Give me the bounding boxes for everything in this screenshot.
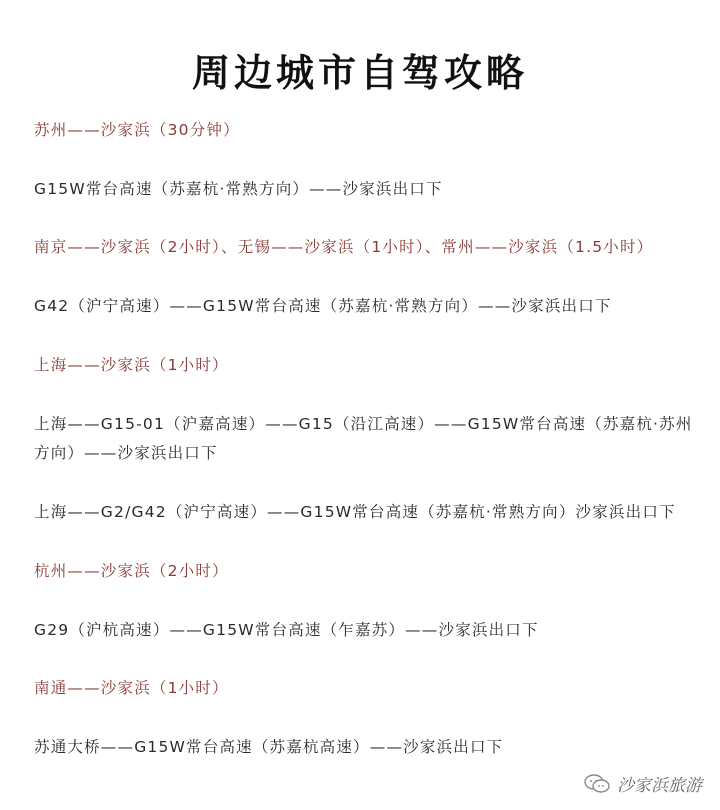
route-heading-suzhou: 苏州——沙家浜（30分钟）	[34, 121, 240, 139]
route-detail-shanghai-2: 上海——G2/G42（沪宁高速）——G15W常台高速（苏嘉杭·常熟方向）沙家浜出口下	[34, 503, 676, 521]
route-detail-nanjing: G42（沪宁高速）——G15W常台高速（苏嘉杭·常熟方向）——沙家浜出口下	[34, 297, 612, 315]
route-heading-nanjing-wuxi-changzhou: 南京——沙家浜（2小时）、无锡——沙家浜（1小时）、常州——沙家浜（1.5小时）	[34, 238, 654, 256]
route-detail-nantong: 苏通大桥——G15W常台高速（苏嘉杭高速）——沙家浜出口下	[34, 738, 504, 756]
watermark-text: 沙家浜旅游	[617, 776, 702, 796]
route-detail-shanghai-1: 上海——G15-01（沪嘉高速）——G15（沿江高速）——G15W常台高速（苏嘉杭·苏州方向）——沙家浜出口下	[34, 415, 693, 462]
watermark	[583, 771, 702, 796]
wechat-icon	[583, 773, 611, 795]
route-heading-shanghai: 上海——沙家浜（1小时）	[34, 356, 229, 374]
route-detail-suzhou: G15W常台高速（苏嘉杭·常熟方向）——沙家浜出口下	[34, 180, 443, 198]
page-title: 周边城市自驾攻略	[191, 50, 528, 95]
route-heading-hangzhou: 杭州——沙家浜（2小时）	[34, 562, 229, 580]
route-detail-hangzhou: G29（沪杭高速）——G15W常台高速（乍嘉苏）——沙家浜出口下	[34, 621, 539, 639]
route-heading-nantong: 南通——沙家浜（1小时）	[34, 679, 229, 697]
